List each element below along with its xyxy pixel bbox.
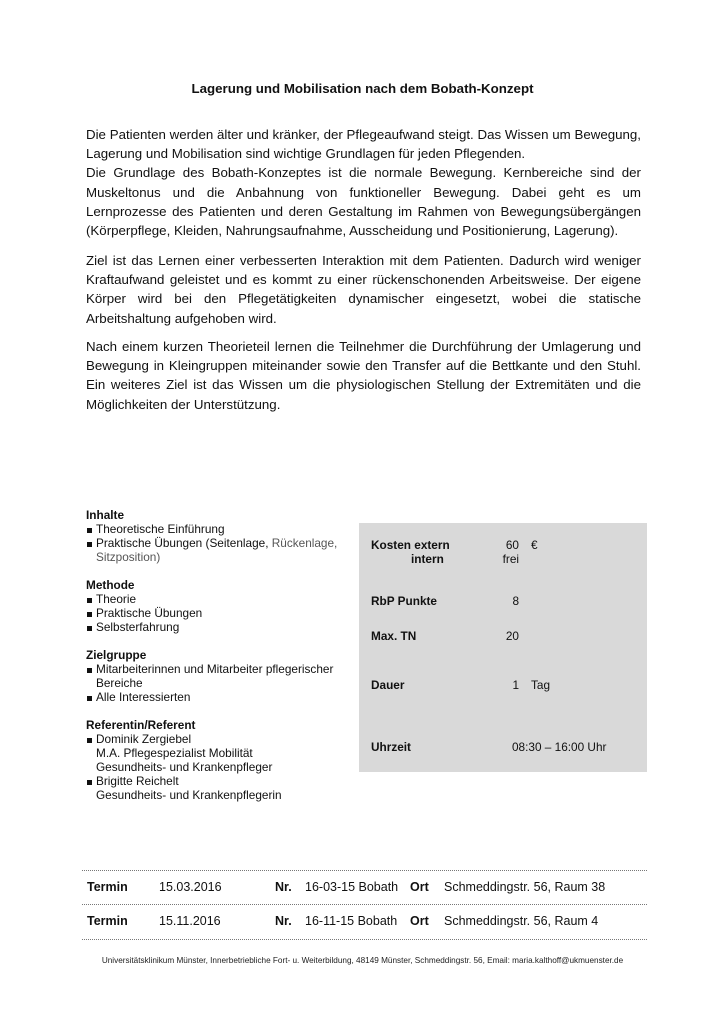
uhrzeit-value: 08:30 – 16:00 Uhr [512,740,607,754]
list-item: Mitarbeiterinnen und Mitarbeiter pflegerischer Bereiche [86,662,356,690]
divider [82,870,647,871]
maxtn-value: 20 [505,629,519,643]
intro-paragraph-3: Ziel ist das Lernen einer verbesserten Interaktion mit dem Patienten. Dadurch wird weniger Kraftaufwand geleistet und es kommt zu einer rückenschonenden Arbeitsweise. Der eigene Körper wird bei den Pflegetätigkeiten dynamischer eingesetzt, wobei die statische Arbeitshaltung aufgehoben wird. [86,253,641,326]
methode-list [86,592,356,634]
uhrzeit-label: Uhrzeit [371,740,411,754]
list-item-text: Theoretische Einführung [96,522,225,536]
section-referent [86,718,356,802]
course-number: 16-03-15 Bobath [305,880,399,894]
content-block [86,337,641,414]
list-item: Praktische Übungen [86,606,356,620]
intro-paragraph-1: Die Patienten werden älter und kränker, der Pflegeaufwand steigt. Das Wissen um Bewegung, Lagerung und Mobilisation sind wichtige Grundlagen für jeden Pflegenden. [86,127,641,162]
list-item-text: Praktische Übungen (Seitenlage, [96,536,272,550]
rbp-label: RbP Punkte [371,594,437,608]
section-inhalte [86,508,356,564]
section-heading: Zielgruppe [86,648,147,662]
rbp-value: 8 [512,594,519,608]
dauer-value: 1 [512,678,519,692]
divider [82,939,647,940]
kosten-intern-label: intern [411,552,444,566]
info-box [359,523,647,772]
section-heading: Inhalte [86,508,125,522]
dauer-label: Dauer [371,678,405,692]
zielgruppe-list [86,662,356,704]
referent-title: M.A. Pflegespezialist Mobilität [96,746,253,760]
section-heading: Referentin/Referent [86,718,196,732]
termin-date: 15.03.2016 [159,880,222,894]
nr-label: Nr. [275,914,292,928]
list-item: Alle Interessierten [86,690,356,704]
referent-profession: Gesundheits- und Krankenpflegerin [96,788,282,802]
section-methode [86,578,356,634]
kosten-label: Kosten extern [371,538,450,552]
location: Schmeddingstr. 56, Raum 38 [444,880,606,894]
list-item [86,732,356,774]
inhalte-list [86,522,356,564]
list-item [86,522,356,536]
list-item: Theorie [86,592,356,606]
list-item [86,774,356,802]
page-title: Lagerung und Mobilisation nach dem Bobath-Konzept [191,81,534,96]
course-number: 16-11-15 Bobath [305,914,398,928]
kosten-extern-value: 60 [505,538,519,552]
goal-block [86,251,641,328]
kosten-intern-value: frei [502,552,519,566]
referent-name: Brigitte Reichelt [96,774,179,788]
referent-profession: Gesundheits- und Krankenpfleger [96,760,273,774]
ort-label: Ort [410,914,429,928]
intro-paragraph-2: Die Grundlage des Bobath-Konzeptes ist die normale Bewegung. Kernbereiche sind der Muskeltonus und die Anbahnung von funktioneller Bewegung. Dabei geht es um Lernprozesse des Patienten und deren Gestaltung im Rahmen von Bewegungsübergängen (Körperpflege, Kleiden, Nahrungsaufnahme, Ausscheidung und Positionierung, Lagerung). [86,165,641,239]
divider [82,904,647,905]
dauer-unit: Tag [531,678,551,692]
nr-label: Nr. [275,880,292,894]
referent-name: Dominik Zergiebel [96,732,192,746]
list-item-text: Sitzposition) [96,550,161,564]
course-details [86,508,356,816]
intro-block [86,125,641,240]
list-item: Selbsterfahrung [86,620,356,634]
list-item-text: Rückenlage, [271,536,338,550]
location: Schmeddingstr. 56, Raum 4 [444,914,599,928]
ort-label: Ort [410,880,429,894]
list-item [86,536,356,564]
maxtn-label: Max. TN [371,629,417,643]
termin-date: 15.11.2016 [159,914,221,928]
termin-label: Termin [87,914,128,928]
section-heading: Methode [86,578,135,592]
intro-paragraph-4: Nach einem kurzen Theorieteil lernen die Teilnehmer die Durchführung der Umlagerung und Bewegung in Kleingruppen miteinander sowie den Transfer auf die Bettkante und den Stuhl. Ein weiteres Ziel ist das Wissen um die physiologischen Stellung der Extremitäten und die Möglichkeiten der Unterstützung. [86,339,641,412]
section-zielgruppe [86,648,356,704]
footer-contact: Universitätsklinikum Münster, Innerbetriebliche Fort- u. Weiterbildung, 48149 Münster, Schmeddingstr. 56, Email: maria.kalthoff@ukmuenster.de [101,956,624,965]
currency-unit: € [531,538,538,552]
termin-label: Termin [87,880,128,894]
referent-list [86,732,356,802]
